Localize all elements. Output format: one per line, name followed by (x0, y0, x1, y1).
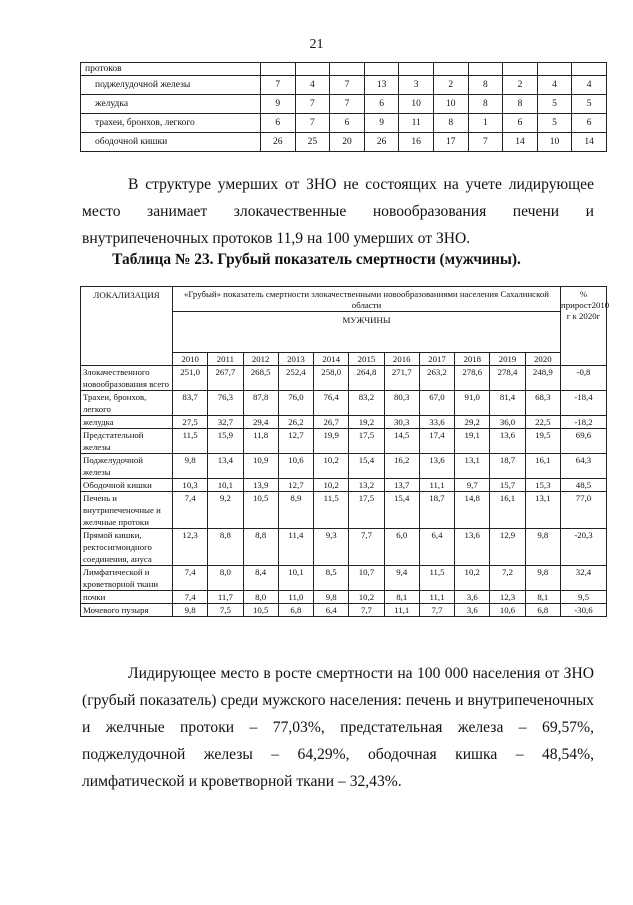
row-value: 13,7 (384, 479, 419, 492)
top-row-value: 9 (364, 114, 399, 133)
row-value: 11,1 (384, 604, 419, 617)
row-value: 17,5 (349, 492, 384, 529)
top-row-value: 8 (433, 114, 468, 133)
row-value: 11,7 (208, 591, 243, 604)
top-row-label: протоков (81, 63, 261, 76)
top-row-value: 8 (468, 95, 503, 114)
row-value: 22,5 (525, 416, 560, 429)
top-table-row (81, 133, 607, 152)
year-header: 2010 (173, 353, 208, 366)
top-row-value: 8 (468, 76, 503, 95)
top-row-label: желудка (81, 95, 261, 114)
row-value: 32,7 (208, 416, 243, 429)
row-localization: Трахеи, бронхов, легкого (81, 391, 173, 416)
row-value: 10,3 (173, 479, 208, 492)
top-row-value: 13 (364, 76, 399, 95)
table-row (81, 479, 607, 492)
top-row-value: 7 (468, 133, 503, 152)
row-value: 26,2 (278, 416, 313, 429)
row-value: 258,0 (314, 366, 349, 391)
row-value: 11,1 (419, 479, 454, 492)
row-value: 9,8 (173, 454, 208, 479)
top-row-value (295, 63, 330, 76)
row-value: 12,3 (490, 591, 525, 604)
top-row-value: 9 (261, 95, 296, 114)
top-row-value: 10 (537, 133, 572, 152)
table-row (81, 492, 607, 529)
row-percent: 77,0 (561, 492, 607, 529)
top-row-value (433, 63, 468, 76)
row-value: 13,4 (208, 454, 243, 479)
top-row-value: 10 (399, 95, 434, 114)
row-value: 14,5 (384, 429, 419, 454)
paragraph-1-text: В структуре умерших от ЗНО не состоящих на учете лидирующее место занимает злокачественные новообразования печени и внутрипеченочных протоков 11,9 на 100 умерших от ЗНО. (82, 176, 594, 247)
header-percent-growth: % прирост2010 г к 2020г (561, 287, 607, 366)
top-table-row (81, 76, 607, 95)
row-value: 27,5 (173, 416, 208, 429)
row-value: 15,9 (208, 429, 243, 454)
page-number: 21 (309, 37, 324, 52)
row-value: 12,3 (173, 529, 208, 566)
row-value: 17,5 (349, 429, 384, 454)
row-value: 10,9 (243, 454, 278, 479)
row-localization: Прямой кишки, ректосигмоидного соединения, ануса (81, 529, 173, 566)
row-value: 16,2 (384, 454, 419, 479)
top-row-value: 4 (572, 76, 607, 95)
row-value: 9,8 (314, 591, 349, 604)
year-header: 2011 (208, 353, 243, 366)
top-row-value: 14 (503, 133, 538, 152)
row-value: 6,4 (314, 604, 349, 617)
row-percent: 32,4 (561, 566, 607, 591)
row-value: 12,7 (278, 429, 313, 454)
row-value: 248,9 (525, 366, 560, 391)
row-value: 8,9 (278, 492, 313, 529)
row-value: 13,6 (490, 429, 525, 454)
row-value: 16,1 (525, 454, 560, 479)
row-value: 9,3 (314, 529, 349, 566)
row-value: 11,1 (419, 591, 454, 604)
row-percent: -30,6 (561, 604, 607, 617)
row-value: 18,7 (419, 492, 454, 529)
table-row (81, 429, 607, 454)
row-localization: Мочевого пузыря (81, 604, 173, 617)
row-value: 9,8 (525, 529, 560, 566)
row-value: 11,8 (243, 429, 278, 454)
row-value: 19,1 (455, 429, 490, 454)
top-row-value: 7 (295, 114, 330, 133)
row-value: 9,4 (384, 566, 419, 591)
top-row-value (537, 63, 572, 76)
top-row-value: 4 (537, 76, 572, 95)
row-value: 76,0 (278, 391, 313, 416)
row-value: 10,1 (208, 479, 243, 492)
row-value: 268,5 (243, 366, 278, 391)
paragraph-2-text: Лидирующее место в росте смертности на 100 000 населения от ЗНО (грубый показатель) среди мужского населения: печень и внутрипеченочных и желчные протоки – 77,03%, предстательная железа – 69,57%, поджелудочной железы – 64,29%, ободочная кишка – 48,54%, лимфатической и кроветворной ткани – 32,43%. (82, 665, 594, 790)
row-value: 3,6 (455, 604, 490, 617)
top-table-row (81, 95, 607, 114)
top-table-row (81, 63, 607, 76)
row-value: 80,3 (384, 391, 419, 416)
row-value: 15,3 (525, 479, 560, 492)
top-row-value: 25 (295, 133, 330, 152)
row-value: 8,1 (525, 591, 560, 604)
row-value: 8,0 (208, 566, 243, 591)
row-localization: Злокачественного новообразования всего (81, 366, 173, 391)
top-row-value (330, 63, 365, 76)
table-row (81, 391, 607, 416)
row-value: 76,3 (208, 391, 243, 416)
table-row (81, 454, 607, 479)
top-row-value: 7 (261, 76, 296, 95)
top-row-value: 10 (433, 95, 468, 114)
mortality-table (80, 286, 610, 617)
row-localization: Поджелудочной железы (81, 454, 173, 479)
row-localization: желудка (81, 416, 173, 429)
top-row-value (468, 63, 503, 76)
top-row-value: 26 (364, 133, 399, 152)
row-value: 11,4 (278, 529, 313, 566)
row-value: 17,4 (419, 429, 454, 454)
row-localization: Лимфатической и кроветворной ткани (81, 566, 173, 591)
year-header: 2013 (278, 353, 313, 366)
top-table (80, 62, 607, 152)
top-row-value: 5 (537, 114, 572, 133)
table-row (81, 591, 607, 604)
row-value: 68,3 (525, 391, 560, 416)
row-value: 271,7 (384, 366, 419, 391)
year-header: 2019 (490, 353, 525, 366)
row-value: 16,1 (490, 492, 525, 529)
row-value: 10,5 (243, 604, 278, 617)
year-header: 2016 (384, 353, 419, 366)
header-main: «Грубый» показатель смертности злокачественными новообразованиями населения Сахалинской области (173, 287, 561, 312)
top-row-value (503, 63, 538, 76)
top-row-value: 5 (572, 95, 607, 114)
table-row (81, 416, 607, 429)
row-value: 91,0 (455, 391, 490, 416)
row-value: 10,7 (349, 566, 384, 591)
row-value: 9,8 (173, 604, 208, 617)
top-row-value (399, 63, 434, 76)
row-value: 10,6 (278, 454, 313, 479)
row-value: 7,5 (208, 604, 243, 617)
row-value: 9,8 (525, 566, 560, 591)
top-row-value: 4 (295, 76, 330, 95)
row-value: 7,4 (173, 591, 208, 604)
row-value: 278,6 (455, 366, 490, 391)
top-row-label: поджелудочной железы (81, 76, 261, 95)
top-row-value: 6 (330, 114, 365, 133)
table-row (81, 604, 607, 617)
top-row-value: 6 (261, 114, 296, 133)
row-value: 33,6 (419, 416, 454, 429)
row-percent: 64,3 (561, 454, 607, 479)
row-value: 13,6 (455, 529, 490, 566)
row-value: 8,4 (243, 566, 278, 591)
row-value: 8,5 (314, 566, 349, 591)
top-row-value: 5 (537, 95, 572, 114)
row-value: 26,7 (314, 416, 349, 429)
row-value: 83,7 (173, 391, 208, 416)
row-value: 13,1 (525, 492, 560, 529)
row-value: 19,5 (525, 429, 560, 454)
row-value: 15,4 (349, 454, 384, 479)
row-value: 252,4 (278, 366, 313, 391)
row-value: 19,2 (349, 416, 384, 429)
row-value: 9,7 (455, 479, 490, 492)
row-percent: -20,3 (561, 529, 607, 566)
row-value: 13,9 (243, 479, 278, 492)
row-value: 11,5 (314, 492, 349, 529)
row-value: 10,2 (455, 566, 490, 591)
row-value: 19,9 (314, 429, 349, 454)
top-row-value: 6 (572, 114, 607, 133)
row-value: 13,2 (349, 479, 384, 492)
table-row (81, 566, 607, 591)
row-value: 8,8 (208, 529, 243, 566)
table-row (81, 366, 607, 391)
row-value: 3,6 (455, 591, 490, 604)
top-row-value: 26 (261, 133, 296, 152)
paragraph-1 (82, 171, 594, 252)
top-row-value: 2 (433, 76, 468, 95)
top-row-value (261, 63, 296, 76)
row-value: 83,2 (349, 391, 384, 416)
row-percent: -18,2 (561, 416, 607, 429)
row-percent: -0,8 (561, 366, 607, 391)
top-row-value: 3 (399, 76, 434, 95)
row-localization: Печень и внутрипеченочные и желчные протоки (81, 492, 173, 529)
top-row-value: 7 (295, 95, 330, 114)
row-value: 8,8 (243, 529, 278, 566)
year-header: 2017 (419, 353, 454, 366)
row-value: 29,2 (455, 416, 490, 429)
row-value: 7,2 (490, 566, 525, 591)
row-value: 14,8 (455, 492, 490, 529)
top-row-value: 8 (503, 95, 538, 114)
top-row-value: 14 (572, 133, 607, 152)
year-header: 2015 (349, 353, 384, 366)
row-value: 12,7 (278, 479, 313, 492)
top-row-value: 7 (330, 76, 365, 95)
row-value: 7,4 (173, 566, 208, 591)
row-localization: Предстательной железы (81, 429, 173, 454)
row-value: 11,0 (278, 591, 313, 604)
row-value: 7,4 (173, 492, 208, 529)
row-value: 263,2 (419, 366, 454, 391)
row-value: 6,0 (384, 529, 419, 566)
row-percent: 69,6 (561, 429, 607, 454)
row-value: 10,2 (314, 454, 349, 479)
row-value: 264,8 (349, 366, 384, 391)
top-row-label: ободочной кишки (81, 133, 261, 152)
row-value: 6,4 (419, 529, 454, 566)
row-value: 18,7 (490, 454, 525, 479)
top-row-value (364, 63, 399, 76)
top-row-label: трахеи, бронхов, легкого (81, 114, 261, 133)
row-value: 10,2 (349, 591, 384, 604)
row-value: 13,1 (455, 454, 490, 479)
row-value: 10,6 (490, 604, 525, 617)
year-header: 2020 (525, 353, 560, 366)
top-row-value: 6 (364, 95, 399, 114)
row-value: 6,8 (525, 604, 560, 617)
row-percent: 9,5 (561, 591, 607, 604)
top-table-row (81, 114, 607, 133)
top-row-value (572, 63, 607, 76)
row-value: 12,9 (490, 529, 525, 566)
row-value: 10,2 (314, 479, 349, 492)
header-localization: ЛОКАЛИЗАЦИЯ (81, 287, 173, 366)
year-header: 2012 (243, 353, 278, 366)
row-value: 8,1 (384, 591, 419, 604)
row-percent: 48,5 (561, 479, 607, 492)
row-value: 36,0 (490, 416, 525, 429)
row-value: 29,4 (243, 416, 278, 429)
row-percent: -18,4 (561, 391, 607, 416)
row-value: 7,7 (349, 604, 384, 617)
row-localization: почки (81, 591, 173, 604)
row-value: 278,4 (490, 366, 525, 391)
row-value: 76,4 (314, 391, 349, 416)
top-row-value: 17 (433, 133, 468, 152)
top-row-value: 11 (399, 114, 434, 133)
row-value: 7,7 (419, 604, 454, 617)
row-value: 8,0 (243, 591, 278, 604)
top-row-value: 6 (503, 114, 538, 133)
top-row-value: 2 (503, 76, 538, 95)
top-row-value: 16 (399, 133, 434, 152)
row-value: 67,0 (419, 391, 454, 416)
table-row (81, 529, 607, 566)
row-value: 15,4 (384, 492, 419, 529)
row-value: 251,0 (173, 366, 208, 391)
row-value: 13,6 (419, 454, 454, 479)
row-value: 11,5 (173, 429, 208, 454)
row-localization: Ободочной кишки (81, 479, 173, 492)
top-row-value: 7 (330, 95, 365, 114)
top-row-value: 1 (468, 114, 503, 133)
row-value: 6,8 (278, 604, 313, 617)
row-value: 81,4 (490, 391, 525, 416)
paragraph-2 (82, 660, 594, 795)
row-value: 9,2 (208, 492, 243, 529)
row-value: 10,1 (278, 566, 313, 591)
top-row-value: 20 (330, 133, 365, 152)
table-title: Таблица № 23. Грубый показатель смертности (мужчины). (112, 251, 521, 268)
row-value: 30,3 (384, 416, 419, 429)
row-value: 11,5 (419, 566, 454, 591)
year-header: 2018 (455, 353, 490, 366)
row-value: 7,7 (349, 529, 384, 566)
row-value: 267,7 (208, 366, 243, 391)
year-header: 2014 (314, 353, 349, 366)
row-value: 15,7 (490, 479, 525, 492)
header-gender: МУЖЧИНЫ (173, 312, 561, 353)
row-value: 10,5 (243, 492, 278, 529)
row-value: 87,8 (243, 391, 278, 416)
